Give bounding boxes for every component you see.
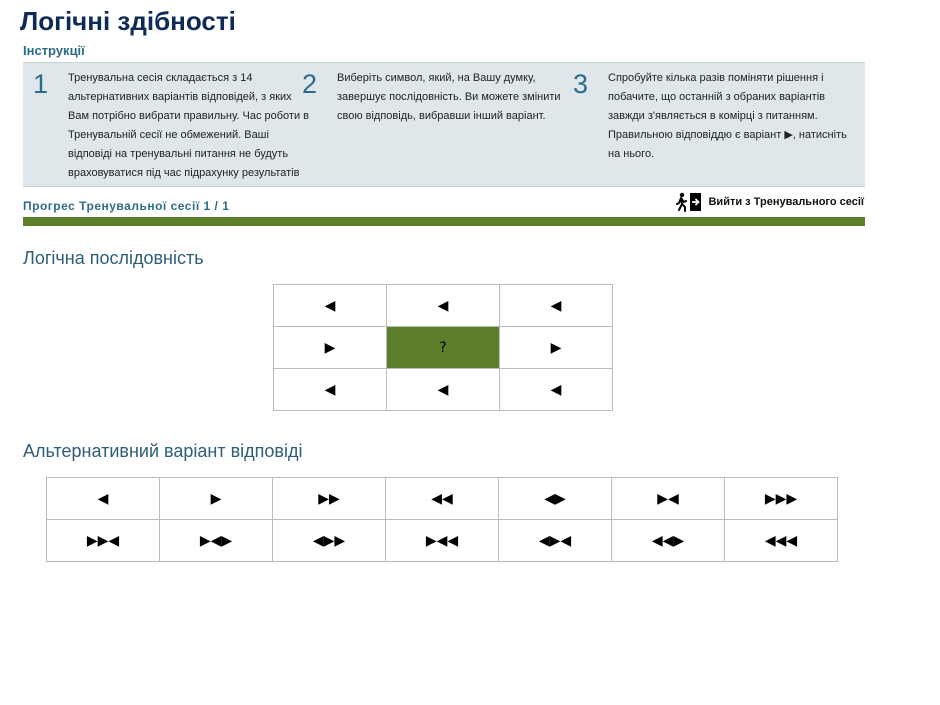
sequence-grid xyxy=(273,284,613,411)
exit-run-icon xyxy=(676,192,702,212)
instruction-step-3 xyxy=(573,69,853,164)
sequence-cell: ▶ xyxy=(274,327,387,369)
answer-option[interactable]: ▶▶◀ xyxy=(47,520,160,562)
alternatives-grid xyxy=(46,477,838,562)
exit-label: Вийти з Тренувального сесії xyxy=(708,196,864,208)
step-text: Спробуйте кілька разів поміняти рішення і побачите, що останній з обраних варіантів завжди з'являється в комірці з питанням. Правильною відповіддю є варіант ▶, натисніть на нього. xyxy=(608,72,847,160)
instruction-step-2 xyxy=(302,69,582,126)
sequence-cell: ◀ xyxy=(387,285,500,327)
sequence-cell: ◀ xyxy=(500,285,613,327)
step-text: Тренувальна сесія складається з 14 альтернативних варіантів відповідей, з яких Вам потрібно вибрати правильну. Час роботи в Тренувальній сесії не обмежений. Ваші відповіді на тренувальні питання не будуть враховуватися під час підрахунку результатів xyxy=(68,72,309,179)
instruction-step-1 xyxy=(33,69,313,183)
sequence-cell: ◀ xyxy=(274,285,387,327)
answer-option[interactable]: ▶▶▶ xyxy=(725,478,838,520)
answer-option[interactable]: ◀▶ xyxy=(499,478,612,520)
progress-bar xyxy=(23,217,865,226)
instructions-panel xyxy=(23,62,865,187)
answer-option[interactable]: ◀▶◀ xyxy=(499,520,612,562)
progress-label: Прогрес Тренувальної сесії 1 / 1 xyxy=(23,199,230,213)
answer-option[interactable]: ◀ xyxy=(47,478,160,520)
answer-option[interactable]: ▶▶ xyxy=(273,478,386,520)
answer-option[interactable]: ◀◀▶ xyxy=(612,520,725,562)
answer-option[interactable]: ◀▶▶ xyxy=(273,520,386,562)
step-number: 3 xyxy=(573,69,589,99)
step-text: Виберіть символ, який, на Вашу думку, завершує послідовність. Ви можете змінити свою відповідь, вибравши інший варіант. xyxy=(337,72,561,122)
sequence-title: Логічна послідовність xyxy=(23,248,204,268)
instructions-label: Інструкції xyxy=(23,43,85,58)
sequence-cell: ▶ xyxy=(500,327,613,369)
page-title: Логічні здібності xyxy=(20,6,236,36)
sequence-cell: ◀ xyxy=(387,369,500,411)
answer-option[interactable]: ◀◀ xyxy=(386,478,499,520)
question-cell: ? xyxy=(387,327,500,369)
answer-option[interactable]: ▶ xyxy=(160,478,273,520)
answer-option[interactable]: ◀◀◀ xyxy=(725,520,838,562)
alternatives-title: Альтернативний варіант відповіді xyxy=(23,441,303,461)
answer-option[interactable]: ▶◀◀ xyxy=(386,520,499,562)
step-number: 1 xyxy=(33,69,49,99)
step-number: 2 xyxy=(302,69,318,99)
answer-option[interactable]: ▶◀ xyxy=(612,478,725,520)
sequence-cell: ◀ xyxy=(500,369,613,411)
sequence-cell: ◀ xyxy=(274,369,387,411)
exit-session-button[interactable] xyxy=(676,192,864,212)
answer-option[interactable]: ▶◀▶ xyxy=(160,520,273,562)
